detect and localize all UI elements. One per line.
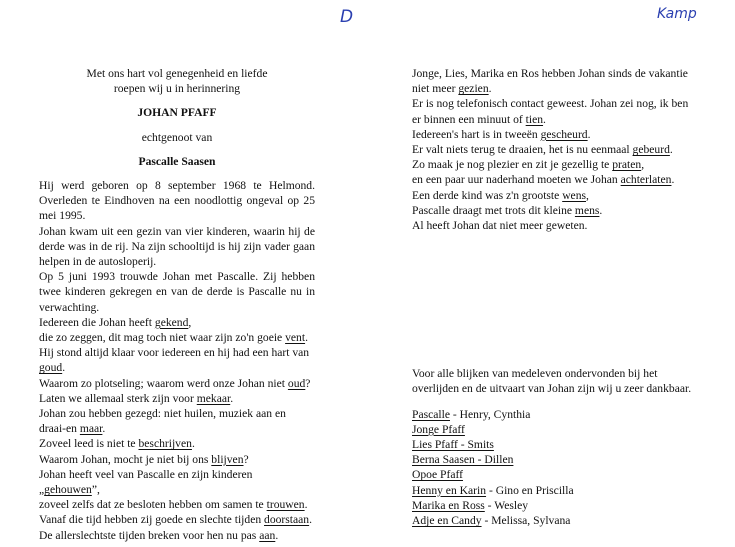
handwritten-letter: D: [340, 7, 354, 27]
poem-line: [39, 345, 315, 375]
poem-text: Een derde kind was z'n grootste: [412, 188, 563, 202]
family-member-name: Berna Saasen - Dillen: [412, 453, 514, 467]
poem-punct: ,: [586, 188, 589, 202]
poem-line: [39, 391, 315, 406]
poem-rhyme-word: doorstaan: [264, 513, 310, 527]
right-column: [412, 66, 702, 528]
family-member-line: [412, 422, 702, 437]
poem-punct: ?: [243, 452, 249, 466]
poem-line: [39, 376, 315, 391]
poem-text: zoveel zelfs dat ze besloten hebben om samen te: [39, 498, 267, 512]
family-member-children: - Melissa, Sylvana: [481, 514, 571, 528]
poem-punct: .: [599, 203, 603, 217]
poem-text: niet meer: [412, 82, 459, 96]
poem-text: Vanaf die tijd hebben zij goede en slechte tijden: [39, 513, 265, 527]
poem-line: [412, 203, 702, 218]
intro-line-1: Met ons hart vol genegenheid en liefde: [86, 67, 268, 80]
poem-rhyme-word: blijven: [211, 452, 244, 466]
poem-line: [39, 315, 315, 330]
poem-line: [412, 142, 702, 157]
family-member-children: - Gino en Priscilla: [486, 483, 574, 497]
family-member-name: Adje en Candy: [412, 514, 482, 528]
poem-text: Jonge, Lies, Marika en Ros hebben Johan sinds de vakantie: [412, 67, 688, 80]
family-member-line: [412, 498, 702, 513]
family-member-line: [412, 437, 702, 452]
poem-line: [412, 96, 702, 111]
poem-line: [412, 66, 702, 81]
poem-rhyme-word: mekaar: [196, 391, 231, 405]
poem-punct: .: [191, 437, 195, 451]
family-member-line: [412, 513, 702, 528]
poem-rhyme-word: gehouwen: [44, 483, 92, 497]
poem-text: en een paar uur naderhand moeten we Johan: [412, 173, 621, 187]
poem-rhyme-word: vent: [285, 331, 306, 345]
poem-line: [39, 436, 315, 451]
poem-text: De allerslechtste tijden breken voor hen nu pas: [39, 528, 260, 542]
left-poem: [39, 315, 315, 543]
family-member-name: Henny en Karin: [412, 483, 487, 497]
poem-rhyme-word: achterlaten: [620, 173, 672, 187]
poem-text: Er valt niets terug te draaien, het is nu eenmaal: [412, 143, 633, 157]
poem-line: [39, 467, 315, 497]
bio-paragraph-1: Hij werd geboren op 8 september 1968 te Helmond. Overleden te Eindhoven na een noodlottig ongeval op 25 mei 1995.: [39, 179, 315, 223]
poem-rhyme-word: gebeurd: [632, 143, 670, 157]
bio-paragraph-2: Johan kwam uit een gezin van vier kinderen, waarin hij de derde was in de rij. Na zijn schooltijd is hij zijn vader gaan helpen in de autosloperij.: [39, 224, 315, 269]
poem-punct: ?: [305, 376, 311, 390]
poem-line: [39, 406, 315, 436]
poem-line: [412, 172, 702, 187]
poem-punct: .: [305, 331, 308, 345]
deceased-name: JOHAN PFAFF: [137, 106, 217, 120]
poem-rhyme-word: wens: [562, 188, 587, 202]
poem-rhyme-word: mens: [574, 203, 600, 217]
poem-text: Waarom Johan, mocht je niet bij ons: [39, 452, 212, 466]
poem-text: Al heeft Johan dat niet meer geweten.: [412, 219, 588, 233]
poem-line: [412, 218, 702, 233]
poem-punct: .: [309, 513, 313, 527]
poem-rhyme-word: gescheurd: [540, 127, 588, 141]
poem-punct: .: [669, 143, 673, 157]
poem-text: Waarom zo plotseling; waarom werd onze Johan niet: [39, 376, 288, 390]
poem-rhyme-word: trouwen: [266, 498, 305, 512]
poem-punct: .: [62, 361, 66, 375]
poem-rhyme-word: gekend: [154, 315, 189, 329]
thanks-text: Voor alle blijken van medeleven ondervonden bij het overlijden en de uitvaart van Johan zijn wij u zeer dankbaar.: [412, 367, 692, 396]
poem-punct: .: [275, 528, 279, 542]
poem-text: Johan heeft veel van Pascalle en zijn kinderen „: [39, 467, 253, 497]
poem-text: Iedereen's hart is in tweeën: [412, 127, 541, 141]
poem-punct: ,: [641, 158, 645, 172]
family-member-line: [412, 452, 702, 467]
poem-punct: .: [488, 82, 492, 96]
poem-line: [412, 127, 702, 142]
poem-text: Johan zou hebben gezegd: niet huilen, muziek aan en draai-en: [39, 407, 286, 436]
family-member-name: Opoe Pfaff: [412, 468, 463, 482]
poem-text: Zo maak je nog plezier en zit je gezellig te: [412, 158, 613, 172]
poem-line: [39, 512, 315, 527]
poem-rhyme-word: praten: [612, 158, 642, 172]
poem-text: die zo zeggen, dit mag toch niet waar zijn zo'n goeie: [39, 331, 286, 345]
left-column: [39, 66, 315, 543]
poem-punct: .: [587, 127, 591, 141]
poem-punct: ”,: [91, 483, 100, 497]
poem-rhyme-word: goud: [39, 361, 63, 375]
intro-line-2: roepen wij u in herinnering: [113, 82, 241, 96]
family-member-name: Jonge Pfaff: [412, 422, 465, 436]
family-member-name: Pascalle: [412, 407, 450, 421]
family-member-children: - Wesley: [484, 498, 529, 512]
spouse-label: echtgenoot van: [141, 130, 213, 144]
poem-text: Hij stond altijd klaar voor iedereen en hij had een hart van: [39, 346, 310, 360]
poem-rhyme-word: oud: [287, 376, 306, 390]
poem-punct: .: [671, 173, 675, 187]
family-member-children: - Henry, Cynthia: [450, 407, 531, 421]
poem-text: er binnen een minuut of: [412, 112, 526, 126]
poem-line: [412, 157, 702, 172]
poem-rhyme-word: gezien: [458, 82, 489, 96]
poem-text: Er is nog telefonisch contact geweest. Johan zei nog, ik ben: [412, 97, 689, 111]
poem-punct: ,: [188, 315, 192, 329]
family-member-line: [412, 407, 702, 422]
family-member-line: [412, 467, 702, 482]
poem-line: [39, 497, 315, 512]
poem-line: [39, 330, 315, 345]
poem-punct: .: [304, 498, 308, 512]
poem-rhyme-word: aan: [259, 528, 276, 542]
family-list: [412, 407, 702, 529]
poem-line: [39, 528, 315, 543]
poem-rhyme-word: tien: [525, 112, 544, 126]
handwritten-name: Kamp: [657, 6, 697, 22]
right-poem: [412, 66, 702, 233]
poem-text: Laten we allemaal sterk zijn voor: [39, 391, 197, 405]
family-member-line: [412, 483, 702, 498]
poem-line: [412, 188, 702, 203]
poem-rhyme-word: beschrijven: [138, 437, 192, 451]
poem-punct: .: [102, 422, 106, 436]
poem-text: Pascalle draagt met trots dit kleine: [412, 203, 575, 217]
spouse-name: Pascalle Saasen: [138, 154, 216, 168]
bio-paragraph-3: Op 5 juni 1993 trouwde Johan met Pascalle. Zij hebben twee kinderen gekregen en van de derde is Pascalle nu in verwachting.: [39, 270, 315, 314]
poem-rhyme-word: maar: [79, 422, 103, 436]
family-member-name: Lies Pfaff - Smits: [412, 438, 494, 452]
poem-punct: .: [230, 391, 234, 405]
family-member-name: Marika en Ross: [412, 498, 485, 512]
poem-text: Iedereen die Johan heeft: [39, 315, 155, 329]
poem-text: Zoveel leed is niet te: [39, 437, 139, 451]
poem-line: [412, 112, 702, 127]
poem-line: [39, 452, 315, 467]
poem-punct: .: [543, 112, 546, 126]
poem-line: [412, 81, 702, 96]
